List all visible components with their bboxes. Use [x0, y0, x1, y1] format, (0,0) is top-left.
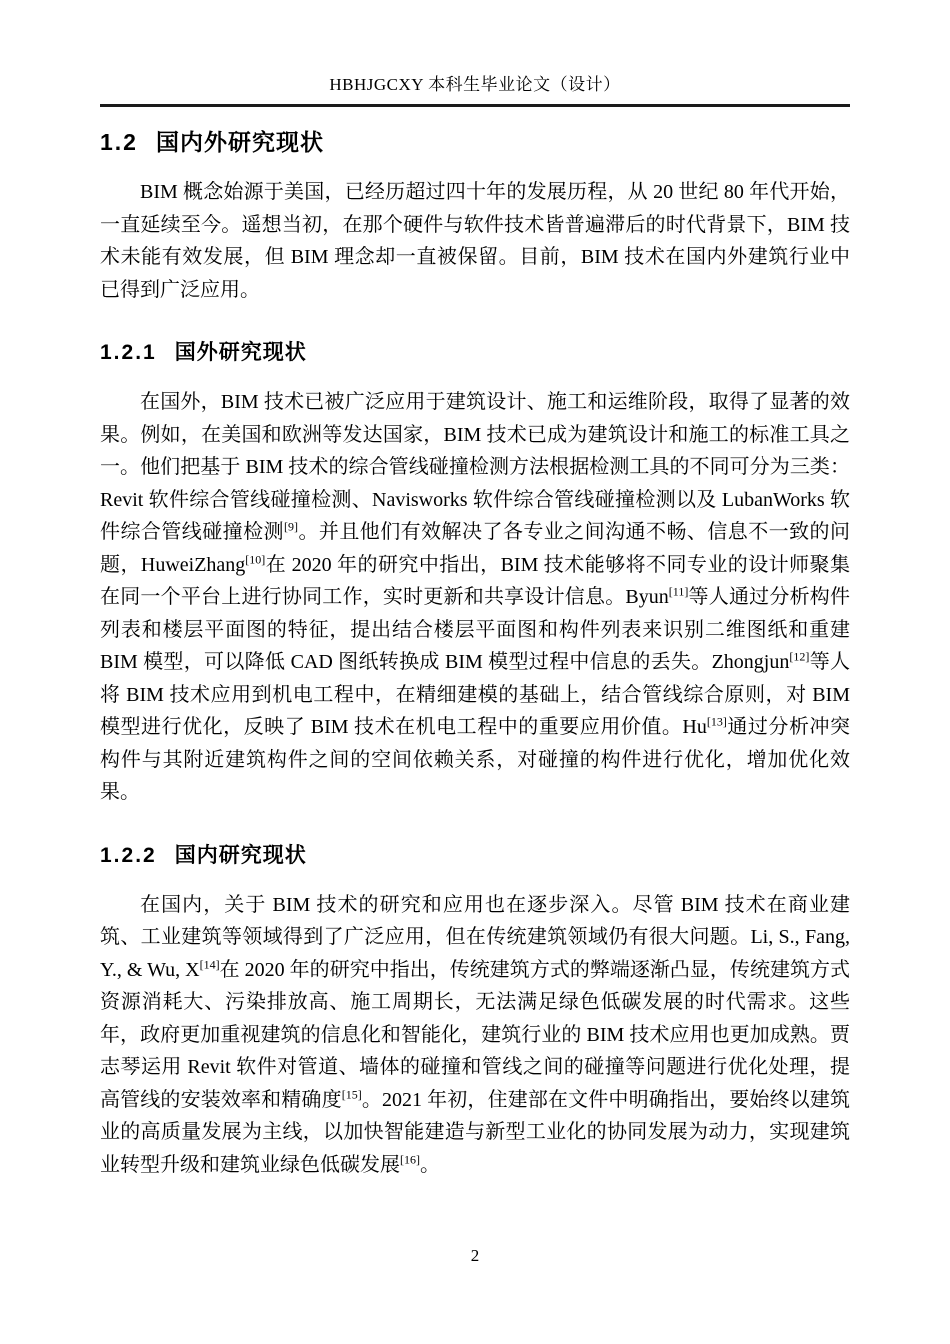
section-heading — [100, 124, 850, 157]
body-paragraph: 在国内，关于 BIM 技术的研究和应用也在逐步深入。尽管 BIM 技术在商业建筑、工业建筑等领域得到了广泛应用，但在传统建筑领域仍有很大问题。Li, S., Fang, Y., & Wu, X[14]在 2020 年的研究中指出，传统建筑方式的弊端逐渐凸显，传统建筑方式资源消耗大、污染排放高、施工周期长，无法满足绿色低碳发展的时代需求。这些年，政府更加重视建筑的信息化和智能化，建筑行业的 BIM 技术应用也更加成熟。贾志琴运用 Revit 软件对管道、墙体的碰撞和管线之间的碰撞等问题进行优化处理，提高管线的安装效率和精确度[15]。2021 年初，住建部在文件中明确指出，要始终以建筑业的高质量发展为主线，以加快智能建造与新型工业化的协同发展为动力，实现建筑业转型升级和建筑业绿色低碳发展[16]。 — [100, 893, 851, 1176]
citation-reference: [10] — [245, 551, 266, 566]
subsection-heading — [100, 336, 850, 366]
citation-reference: [13] — [706, 714, 727, 729]
subsection-heading — [100, 839, 850, 869]
page-header — [100, 0, 850, 107]
citation-reference: [12] — [789, 649, 810, 664]
citation-reference: [9] — [284, 519, 298, 534]
heading-number: 1.2.2 — [100, 843, 157, 867]
citation-reference: [15] — [341, 1086, 362, 1101]
citation-reference: [14] — [199, 956, 220, 971]
heading-number: 1.2 — [100, 129, 138, 155]
heading-title: 国内研究现状 — [174, 843, 307, 867]
document-content — [100, 124, 850, 1181]
page-footer — [0, 1246, 950, 1266]
heading-number: 1.2.1 — [100, 341, 157, 364]
heading-title: 国内外研究现状 — [155, 129, 324, 155]
heading-title: 国外研究现状 — [174, 341, 307, 364]
body-paragraph: 在国外，BIM 技术已被广泛应用于建筑设计、施工和运维阶段，取得了显著的效果。例如，在美国和欧洲等发达国家，BIM 技术已成为建筑设计和施工的标准工具之一。他们把基于 BIM 技术的综合管线碰撞检测方法根据检测工具的不同可分为三类：Revit 软件综合管线碰撞检测、Navisworks 软件综合管线碰撞检测以及 LubanWorks 软件综合管线碰撞检测[9]。并且他们有效解决了各专业之间沟通不畅、信息不一致的问题，HuweiZhang[10]在 2020 年的研究中指出，BIM 技术能够将不同专业的设计师聚集在同一个平台上进行协同工作，实时更新和共享设计信息。Byun[11]等人通过分析构件列表和楼层平面图的特征，提出结合楼层平面图和构件列表来识别二维图纸和重建 BIM 模型，可以降低 CAD 图纸转换成 BIM 模型过程中信息的丢失。Zhongjun[12]等人将 BIM 技术应用到机电工程中，在精细建模的基础上，结合管线综合原则，对 BIM 模型进行优化，反映了 BIM 技术在机电工程中的重要应用价值。Hu[13]通过分析冲突构件与其附近建筑构件之间的空间依赖关系，对碰撞的构件进行优化，增加优化效果。 — [100, 391, 851, 803]
citation-reference: [16] — [400, 1151, 420, 1166]
citation-reference: [11] — [668, 584, 689, 599]
running-head: HBHJGCXY 本科生毕业论文（设计） — [329, 75, 621, 94]
page-number: 2 — [470, 1246, 480, 1265]
body-paragraph: BIM 概念始源于美国，已经历超过四十年的发展历程，从 20 世纪 80 年代开始，一直延续至今。遥想当初，在那个硬件与软件技术皆普遍滞后的时代背景下，BIM 技术未能有效发展，但 BIM 理念却一直被保留。目前，BIM 技术在国内外建筑行业中已得到广泛应用。 — [100, 181, 850, 301]
